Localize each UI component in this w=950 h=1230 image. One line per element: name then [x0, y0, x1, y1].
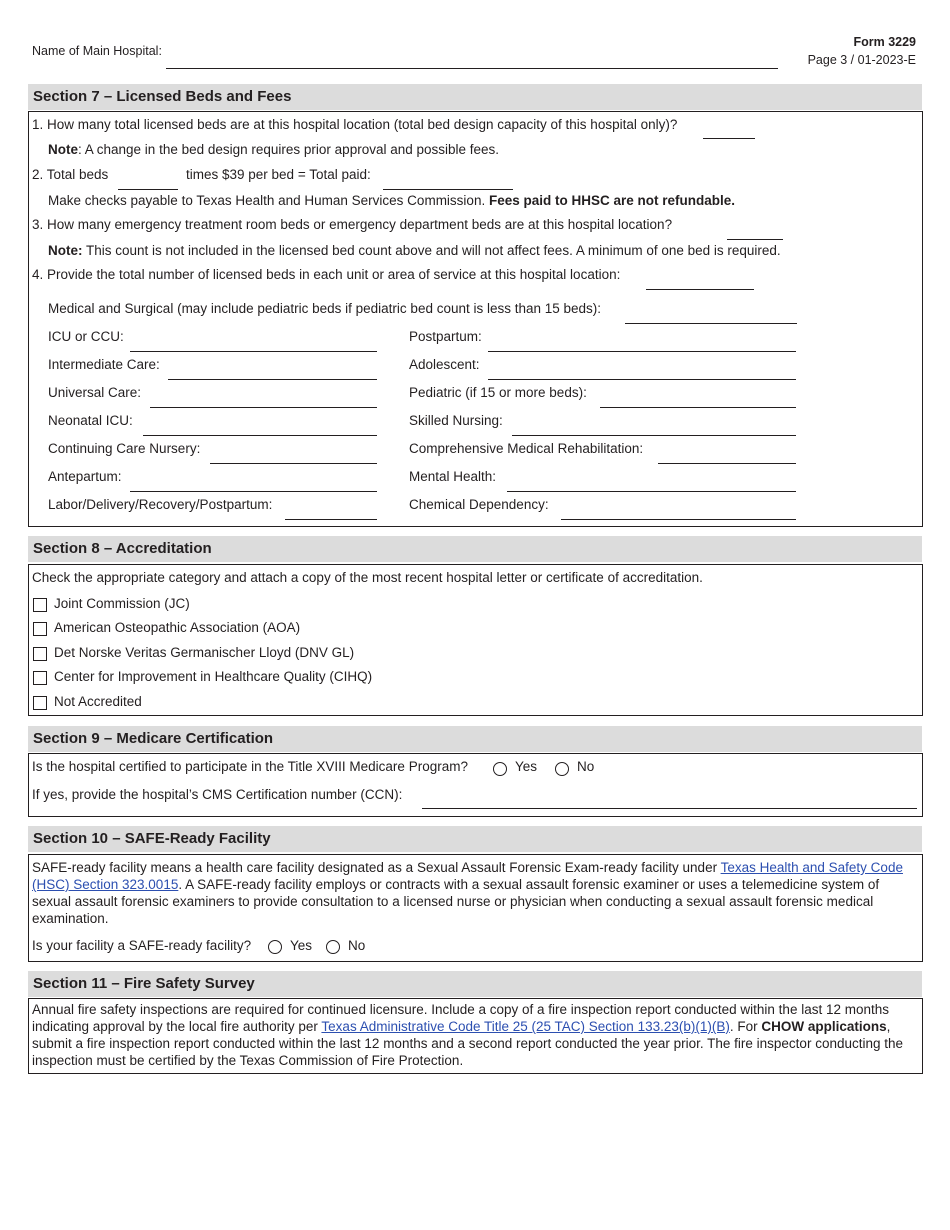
accreditation-checkbox[interactable] [33, 671, 47, 685]
section11-header [28, 971, 922, 997]
hospital-name-label: Name of Main Hospital: [32, 44, 162, 58]
unit-label: Chemical Dependency: [409, 497, 549, 512]
medicare-no-radio[interactable] [555, 762, 569, 776]
section9-title: Section 9 – Medicare Certification [33, 730, 274, 747]
unit-field[interactable] [507, 491, 796, 492]
safe-ready-question: Is your facility a SAFE-ready facility? [32, 938, 252, 953]
unit-label: Antepartum: [48, 469, 122, 484]
q2-payable: Make checks payable to Texas Health and Human Services Commission. Fees paid to HHSC are not refundable. [48, 193, 736, 208]
q1-text: 1. How many total licensed beds are at this hospital location (total bed design capacity of this hospital only)? [32, 117, 678, 132]
medicare-yes-radio[interactable] [493, 762, 507, 776]
form-number: Form 3229 [853, 35, 916, 49]
safe-ready-yes-label: Yes [290, 938, 313, 953]
total-beds-field[interactable] [118, 189, 178, 190]
unit-field[interactable] [143, 435, 377, 436]
unit-field[interactable] [600, 407, 796, 408]
unit-label: Continuing Care Nursery: [48, 441, 201, 456]
section8-title: Section 8 – Accreditation [33, 540, 212, 557]
accreditation-checkbox[interactable] [33, 647, 47, 661]
section7-header [28, 84, 922, 110]
unit-field[interactable] [210, 463, 377, 464]
medicare-yes-label: Yes [515, 759, 538, 774]
section10-title: Section 10 – SAFE-Ready Facility [33, 830, 271, 847]
safe-ready-no-label: No [348, 938, 366, 953]
q3-note: Note: This count is not included in the licensed bed count above and will not affect fees. A minimum of one bed is required. [48, 243, 781, 258]
q3-text: 3. How many emergency treatment room beds or emergency department beds are at this hospital location? [32, 217, 673, 232]
unit-label: Postpartum: [409, 329, 482, 344]
q4-field[interactable] [646, 289, 754, 290]
unit-label: Neonatal ICU: [48, 413, 133, 428]
unit-field[interactable] [658, 463, 796, 464]
medsurg-label: Medical and Surgical (may include pediatric beds if pediatric bed count is less than 15 beds): [48, 301, 602, 316]
unit-label: Pediatric (if 15 or more beds): [409, 385, 587, 400]
unit-field[interactable] [561, 519, 796, 520]
section7-box [28, 111, 923, 527]
q2-mid: times $39 per bed = Total paid: [186, 167, 371, 182]
q2-label: 2. Total beds [32, 167, 109, 182]
unit-label: Labor/Delivery/Recovery/Postpartum: [48, 497, 273, 512]
unit-field[interactable] [150, 407, 377, 408]
section9-header [28, 726, 922, 752]
accreditation-checkbox[interactable] [33, 696, 47, 710]
q1-note: Note: A change in the bed design requires prior approval and possible fees. [48, 142, 500, 157]
section11-title: Section 11 – Fire Safety Survey [33, 975, 255, 992]
unit-field[interactable] [130, 351, 377, 352]
medicare-no-label: No [577, 759, 595, 774]
page-info: Page 3 / 01-2023-E [807, 53, 916, 67]
ccn-field[interactable] [422, 808, 917, 809]
unit-label: ICU or CCU: [48, 329, 124, 344]
hospital-name-field[interactable] [166, 68, 778, 69]
unit-field[interactable] [488, 351, 796, 352]
fire-safety-description: Annual fire safety inspections are required for continued licensure. Include a copy of a fire inspection report conducted within the last 12 months indicating approval by the local fire authority per Texas Administrative Code Title 25 (25 TAC) Section 133.23(b)(1)(B). For CHOW applications, submit a fire inspection report conducted within the last 12 months and a second report conducted the year prior. The fire inspector conducting the inspection must be certified by the Texas Commission of Fire Protection. [32, 1002, 904, 1068]
section8-intro: Check the appropriate category and attach a copy of the most recent hospital letter or certificate of accreditation. [32, 570, 703, 585]
accreditation-option: Center for Improvement in Healthcare Quality (CIHQ) [54, 669, 373, 684]
q3-field[interactable] [727, 239, 783, 240]
unit-field[interactable] [488, 379, 796, 380]
safe-ready-description: SAFE-ready facility means a health care facility designated as a Sexual Assault Forensic Exam-ready facility under Texas Health and Safety Code (HSC) Section 323.0015. A SAFE-ready facility employs or contracts with a sexual assault forensic examiner or uses a telemedicine system of sexual assault forensic examiners to provide consultation to a licensed nurse or physician when conducting a sexual assault forensic medical examination. [32, 860, 903, 926]
section7-title: Section 7 – Licensed Beds and Fees [33, 88, 292, 105]
safe-ready-yes-radio[interactable] [268, 940, 282, 954]
safe-ready-no-radio[interactable] [326, 940, 340, 954]
unit-label: Skilled Nursing: [409, 413, 503, 428]
medsurg-field[interactable] [625, 323, 797, 324]
medicare-question: Is the hospital certified to participate in the Title XVIII Medicare Program? [32, 759, 468, 774]
unit-field[interactable] [168, 379, 377, 380]
section8-header [28, 536, 922, 562]
unit-field[interactable] [512, 435, 796, 436]
hsc-link[interactable]: Texas Health and Safety Code (HSC) Section 323.0015 [32, 860, 903, 892]
tac-link[interactable]: Texas Administrative Code Title 25 (25 TAC) Section 133.23(b)(1)(B) [321, 1019, 730, 1034]
section10-header [28, 826, 922, 852]
unit-field[interactable] [285, 519, 377, 520]
ccn-label: If yes, provide the hospital’s CMS Certification number (CCN): [32, 787, 403, 802]
accreditation-checkbox[interactable] [33, 622, 47, 636]
unit-label: Adolescent: [409, 357, 480, 372]
accreditation-checkbox[interactable] [33, 598, 47, 612]
unit-label: Mental Health: [409, 469, 497, 484]
section8-box [28, 564, 923, 716]
unit-field[interactable] [130, 491, 377, 492]
accreditation-option: Det Norske Veritas Germanischer Lloyd (DNV GL) [54, 645, 355, 660]
accreditation-option: Not Accredited [54, 694, 142, 709]
unit-label: Universal Care: [48, 385, 142, 400]
total-paid-field[interactable] [383, 189, 513, 190]
q4-text: 4. Provide the total number of licensed beds in each unit or area of service at this hospital location: [32, 267, 621, 282]
accreditation-option: Joint Commission (JC) [54, 596, 190, 611]
q1-field[interactable] [703, 138, 755, 139]
unit-label: Intermediate Care: [48, 357, 160, 372]
accreditation-option: American Osteopathic Association (AOA) [54, 620, 301, 635]
unit-label: Comprehensive Medical Rehabilitation: [409, 441, 644, 456]
